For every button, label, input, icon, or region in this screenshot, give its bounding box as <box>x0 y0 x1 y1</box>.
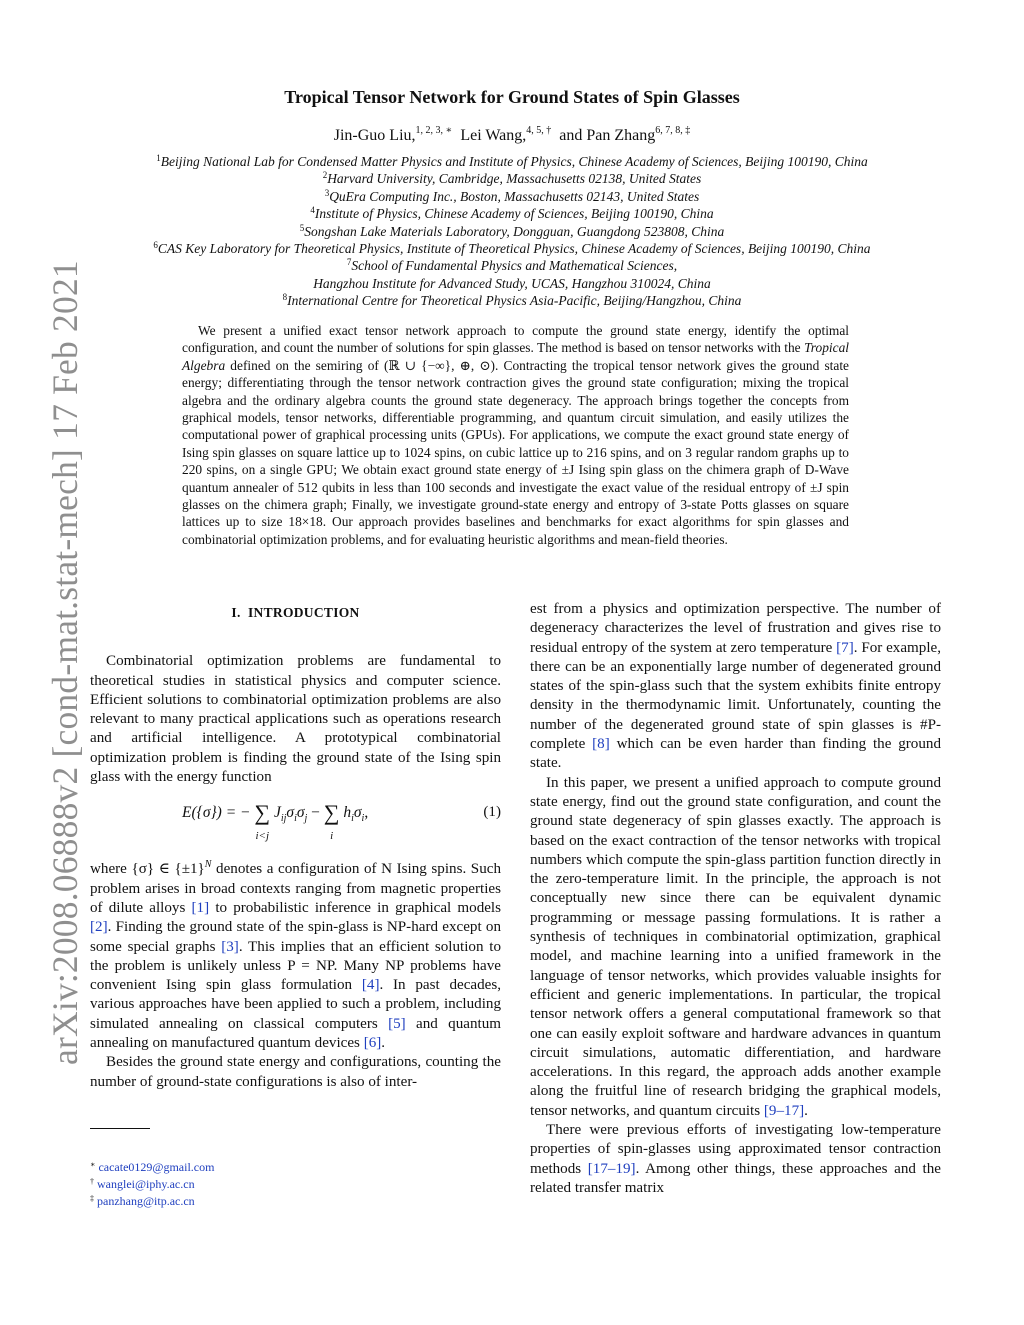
footnote: ∗ cacate0129@gmail.com <box>90 1160 215 1174</box>
affiliation: $^3$QuEra Computing Inc., Boston, Massachusetts 02143, United States <box>324 187 700 204</box>
arxiv-identifier: arXiv:2008.06888v2 [cond-mat.stat-mech] 17 Feb 2021 <box>45 260 85 1065</box>
affiliation: $^2$Harvard University, Cambridge, Massachusetts 02138, United States <box>322 170 702 187</box>
author-affil-marks: 1, 2, 3, ∗ <box>415 125 453 136</box>
affiliation: $^1$Beijing National Lab for Condensed Matter Physics and Institute of Physics, Chinese Academy of Sciences, Beijing 100190, China <box>156 153 868 169</box>
sum-symbol: ∑ i<j <box>254 800 271 843</box>
paragraph: Combinatorial optimization problems are fundamental to theoretical studies in statistical physics and computer science. Efficient solutions to combinatorial optimization problems are also relevant to many practical applications such as operations research and artificial intelligence. A prototypical combinatorial optimization problem is finding the ground state of the Ising spin glass with the energy function <box>90 653 501 786</box>
author-name: Jin-Guo Liu, <box>333 127 416 144</box>
abstract-text: We present a unified exact tensor network approach to compute the ground state energy, identify the optimal configuration, and count the number of solutions for spin glasses. The method is based on tensor networks with the Tropical Algebra defined on the semiring of (ℝ ∪ {−∞}, ⊕, ⊙). Contracting the tropical tensor network gives the ground state energy; differentiating through the tensor network contraction gives the ground state configuration; mixing the tropical algebra and the ordinary algebra counts the ground state degeneracy. The approach brings together the concepts from graphical models, tensor networks, differentiable programming, and quantum circuit simulation, and easily utilizes the computational power of graphical processing units (GPUs). For applications, we compute the exact ground state energy of Ising spin glasses on square lattice up to 1024 spins, on cubic lattice up to 216 spins, and on 3 regular random graphs up to 220 spins, on a single GPU; We obtain exact ground state energy of ±J Ising spin glass on the chimera graph of D-Wave quantum annealer of 512 qubits in less than 100 seconds and investigate the exact value of the residual entropy of ±J spin glasses on the chimera graph; Finally, we investigate ground-state energy and entropy of 3-state Potts glasses on square lattices up to size 18×18. Our approach provides baselines and benchmarks for exact algorithms for spin glasses and combinatorial optimization problems, and for evaluating heuristic algorithms and mean-field theories. <box>182 323 849 547</box>
equation-1 <box>90 799 501 847</box>
citation-link[interactable]: [6] <box>363 1035 382 1052</box>
affiliation: $^8$International Centre for Theoretical Physics Asia-Pacific, Beijing/Hangzhou, China <box>282 292 742 309</box>
affiliation: Hangzhou Institute for Advanced Study, UCAS, Hangzhou 310024, China <box>313 275 711 291</box>
citation-link[interactable]: [4] <box>361 977 380 994</box>
citation-link[interactable]: [17–19] <box>587 1160 636 1177</box>
abstract <box>182 322 849 548</box>
paragraph: where {σ} ∈ $\{\pm 1\}^N$ denotes a configuration of N Ising spins. Such problem arises in broad contexts ranging from magnetic properties of dilute alloys [1] to probabilistic inference in graphical models [2]. Finding the ground state of the spin-glass is NP-hard except on some special graphs [3]. This implies that an efficient solution to the problem is unlikely unless P = NP. Many NP problems have convenient Ising spin glass formulation [4]. In past decades, various approaches have been applied to such a problem, including simulated annealing on classical computers [5] and quantum annealing on manufactured quantum devices [6]. <box>90 859 502 1052</box>
affiliation: $^5$Songshan Lake Materials Laboratory, Dongguan, Guangdong 523808, China <box>299 222 725 239</box>
footnotes <box>90 1159 214 1210</box>
email-link[interactable]: panzhang@itp.ac.cn <box>97 1194 195 1208</box>
citation-link[interactable]: [2] <box>90 919 108 936</box>
affiliation: $^7$School of Fundamental Physics and Mathematical Sciences, <box>346 257 678 274</box>
paragraph: Besides the ground state energy and configurations, counting the number of ground-state configurations is also of inter- <box>90 1054 501 1090</box>
citation-link[interactable]: [1] <box>191 900 210 916</box>
right-column <box>530 600 941 1198</box>
left-column <box>90 603 501 1092</box>
author-affil-marks: 6, 7, 8, ‡ <box>655 125 691 136</box>
email-link[interactable]: cacate0129@gmail.com <box>98 1160 215 1174</box>
footnote-divider <box>90 1128 150 1129</box>
affiliation: $^6$CAS Key Laboratory for Theoretical Physics, Institute of Theoretical Physics, Chinese Academy of Sciences, Beijing 100190, China <box>153 240 871 257</box>
email-link[interactable]: wanglei@iphy.ac.cn <box>97 1177 195 1191</box>
paper-title: Tropical Tensor Network for Ground States of Spin Glasses <box>284 87 740 107</box>
author-affil-marks: 4, 5, † <box>526 125 552 136</box>
section-heading: I. INTRODUCTION <box>231 605 360 620</box>
footnote: ‡ panzhang@itp.ac.cn <box>90 1194 195 1208</box>
equation-number: (1) <box>483 804 501 821</box>
paragraph: est from a physics and optimization perspective. The number of degeneracy characterizes the level of frustration and gives rise to residual entropy of the system at zero temperature [7]. For example, there can be an exponentially large number of degenerated ground states of the spin-glass such that the system exhibits finite entropy density in the thermodynamic limit. Unfortunately, counting the number of the degenerated ground state of spin glasses is #P-complete [8] which can be even harder than finding the ground state. <box>530 601 942 772</box>
footnote: † wanglei@iphy.ac.cn <box>90 1177 195 1191</box>
author-name: and Pan Zhang <box>559 127 656 144</box>
citation-link[interactable]: [9–17] <box>763 1102 805 1119</box>
paragraph: In this paper, we present a unified approach to compute ground state energy, find out the ground state configuration, and count the ground state degeneracy of spin glasses exactly. The approach is based on the exact contraction of the tensor networks with tropical numbers which compute the spin-glass partition function directly in the zero-temperature limit. In the principle, the approach is not conceptually new since there can be equivalent dynamic programming or message passing formulations. It is rather a synthesis of techniques in combinatorial optimization, graphical model, and machine learning into a unified framework in the language of tensor networks, which provides valuable insights for efficient and generic implementations. In particular, the tropical tensor network offers a general computational framework so that one can easily exploit software and hardware advances in quantum circuit simulations, automatic differentiation, and hardware accelerations. In this regard, the approach adds another example along the fruitful line of research bridging the graphical models, tensor networks, and quantum circuits [9–17]. <box>530 774 941 1119</box>
paragraph: There were previous efforts of investigating low-temperature properties of spin-glasses using approximated tensor contraction methods [17–19]. Among other things, these approaches and the related transfer matrix <box>530 1122 941 1196</box>
citation-link[interactable]: [3] <box>221 938 239 955</box>
citation-link[interactable]: [8] <box>592 736 610 753</box>
energy-function: E({σ}) = − ∑ i<j $J_{ij}\sigma_i\sigma_j$ − ∑ i $h_i\sigma_i$, <box>182 800 369 843</box>
affiliations <box>0 153 1024 310</box>
sum-symbol: ∑ i <box>323 800 340 843</box>
author-name: Lei Wang, <box>460 127 527 144</box>
citation-link[interactable]: [5] <box>388 1015 406 1032</box>
affiliation: $^4$Institute of Physics, Chinese Academy of Sciences, Beijing 100190, China <box>310 205 714 222</box>
author-line <box>0 127 1024 145</box>
tropical-algebra-term: Tropical Algebra <box>182 340 849 373</box>
citation-link[interactable]: [7] <box>836 639 854 656</box>
